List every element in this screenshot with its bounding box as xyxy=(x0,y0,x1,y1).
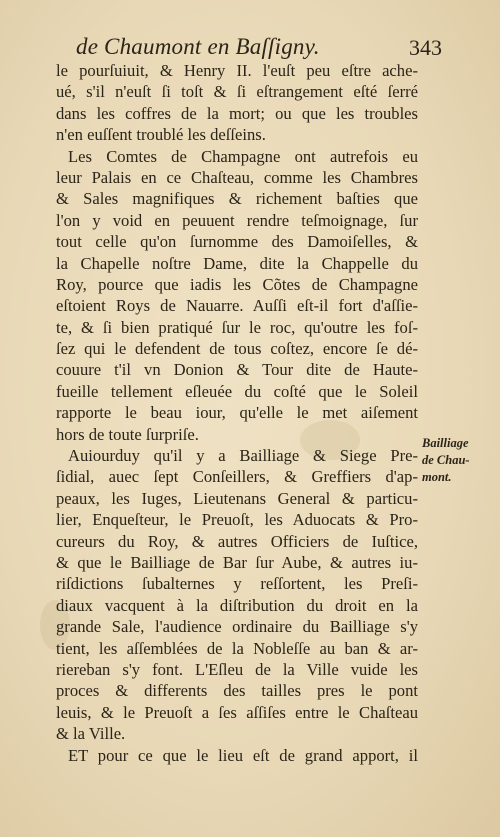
text-line: & la Ville. xyxy=(56,724,126,744)
text-line: te, & ſi bien pratiqué ſur le roc, qu'outre les foſ- xyxy=(56,317,418,337)
margin-note-line: mont. xyxy=(422,470,452,484)
text-line: dans les coffres de la mort; ou que les troubles xyxy=(56,103,418,123)
text-line: & que le Bailliage de Bar ſur Aube, & autres iu- xyxy=(56,552,418,572)
margin-note-line: de Chau- xyxy=(422,453,470,467)
text-line: ſez qui le defendent de tous coſtez, encore ſe dé- xyxy=(56,339,418,359)
text-line: n'en euſſent troublé les deſſeins. xyxy=(56,125,266,145)
text-line: rapporte le beau iour, qu'elle le met aiſement xyxy=(56,403,418,423)
body-text xyxy=(56,60,418,766)
text-line: la Chapelle noſtre Dame, dite la Chappelle du xyxy=(56,253,418,273)
text-line: peaux, les Iuges, Lieutenans General & particu- xyxy=(56,488,418,508)
text-line: tout celle qu'on ſurnomme des Damoiſelles, & xyxy=(56,232,418,252)
text-line: tient, les aſſemblées de la Nobleſſe au ban & ar- xyxy=(56,638,418,658)
text-line: grande Sale, l'audience ordinaire du Bailliage s'y xyxy=(56,617,418,637)
text-line: ET pour ce que le lieu eſt de grand apport, il xyxy=(68,745,418,765)
text-line: lier, Enqueſteur, le Preuoſt, les Aduocats & Pro- xyxy=(56,510,418,530)
text-line: couure t'il vn Donion & Tour dite de Haute- xyxy=(56,360,418,380)
text-line: le pourſuiuit, & Henry II. l'euſt peu eſtre ache- xyxy=(56,61,418,80)
text-line: Les Comtes de Champagne ont autrefois eu xyxy=(68,146,418,166)
text-line: riereban s'y font. L'Eſleu de la Ville vuide les xyxy=(56,659,418,679)
text-line: leur Palais en ce Chaſteau, comme les Chambres xyxy=(56,167,418,187)
text-line: proces & differents des tailles pres le pont xyxy=(56,681,418,701)
text-line: leuis, & le Preuoſt a ſes aſſiſes entre le Chaſteau xyxy=(56,702,418,722)
text-line: Auiourduy qu'il y a Bailliage & Siege Pre- xyxy=(68,446,418,466)
margin-note-line: Bailliage xyxy=(422,436,469,450)
text-line: ué, s'il n'euſt ſi toſt & ſi eſtrangement eſté ſerré xyxy=(56,82,418,102)
text-line: riſdictions ſubalternes y reſſortent, les Preſi- xyxy=(56,574,418,594)
text-line: hors de toute ſurpriſe. xyxy=(56,424,199,444)
text-line: fueille tellement eſleuée du coſté que le Soleil xyxy=(56,381,418,401)
text-line: ſidial, auec ſept Conſeillers, & Greffiers d'ap- xyxy=(56,467,418,487)
text-line: l'on y void en peuuent rendre teſmoignage, ſur xyxy=(56,210,418,230)
running-head: de Chaumont en Baſſigny. xyxy=(76,34,320,59)
text-line: & Sales magnifiques & richement baſties que xyxy=(56,189,418,209)
page-number: 343 xyxy=(409,35,442,60)
text-line: eſtoient Roys de Nauarre. Auſſi eſt-il fort d'aſſie- xyxy=(56,296,418,316)
text-line: Roy, pource que iadis les Cõtes de Champagne xyxy=(56,274,418,294)
margin-note xyxy=(422,435,492,486)
text-line: cureurs du Roy, & autres Officiers de Iuſtice, xyxy=(56,531,418,551)
text-line: diaux vacquent à la diſtribution du droit en la xyxy=(56,595,418,615)
